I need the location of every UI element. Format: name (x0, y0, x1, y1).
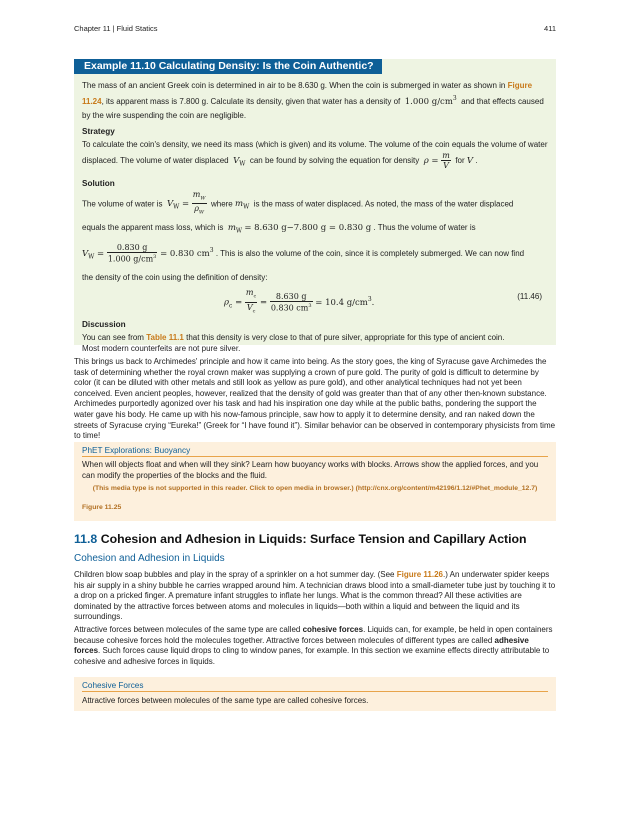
section-paragraph-1: Children blow soap bubbles and play in the spray of a sprinkler on a hot summer day. (See Figure 11.26.) An underwater spider keeps his air supply in a shiny bubble he carries wrapped around him. A technician draws blood into a small-diameter tube just by touching it to a drop on a pricked finger. A premature infant struggles to inflate her lungs. What is the common thread? All these activities are dominated by the attractive forces between atoms and molecules in liquids—both within a liquid and between the liquid and its surroundings. (74, 570, 556, 622)
phet-box (74, 442, 556, 521)
section-paragraph-2: Attractive forces between molecules of the same type are called cohesive forces. Liquids can, for example, be held in open containers because cohesive forces hold the molecules together. Attractive forces between molecules of different types are called adhesive forces. Such forces cause liquid drops to cling to window panes, for example. In this section we examine effects directly attributable to cohesive and adhesive forces in liquids. (74, 625, 553, 666)
archimedes-paragraph: This brings us back to Archimedes' principle and how it came into being. As the story goes, the king of Syracuse gave Archimedes the task of determining whether the royal crown maker was supplying a crown of pure gold. The purity of gold is difficult to determine by color (it can be diluted with other metals and still look as yellow as pure gold), and other analytical techniques had not yet been conceived. Even ancient peoples, however, realized that the density of gold was greater than that of any other then-known substance. Archimedes purportedly agonized over his task and had his inspiration one day while at the public baths, pondering the support the water gave his body. He came up with his now-famous principle, saw how to apply it to determine density, and ran naked down the streets of Syracuse crying “Eureka!” (Greek for “I have found it”). Similar behavior can be observed in contemporary physicists from time to time! (74, 357, 556, 441)
problem-text: and that (461, 96, 491, 106)
chapter-label: Chapter 11 | Fluid Statics (74, 24, 158, 33)
problem-text: The mass of an ancient Greek coin is determined in air to be 8.630 g. When the coin is submerged in water as shown in (82, 81, 506, 90)
definition-text: Attractive forces between molecules of the same type are called cohesive forces. (82, 696, 369, 705)
section-number: 11.8 (74, 532, 98, 546)
term-adhesive: adhesive forces (74, 635, 529, 656)
phet-title: PhET Explorations: Buoyancy (82, 446, 548, 457)
problem-text: , its apparent mass is 7.800 g. Calculate its density, given that water has a density of (101, 96, 401, 106)
page-number: 411 (544, 24, 556, 33)
discussion-heading: Discussion (82, 320, 126, 329)
figure-link[interactable]: Figure 11.26 (396, 570, 443, 579)
vw-formula: $V_W$ = $\frac{m_W}{\rho_W}$ (166, 189, 206, 216)
strategy-heading: Strategy (82, 126, 115, 136)
discussion-text: You can see from Table 11.1 that this density is very close to that of pure silver, appropriate for this type of ancient coin. Most modern counterfeits are not pure silver. (82, 333, 505, 353)
figure-link[interactable]: Figure 11.24 (82, 81, 533, 106)
equation-number: (11.46) (517, 292, 542, 301)
example-title: Example 11.10 Calculating Density: Is the Coin Authentic? (74, 59, 382, 74)
figure-label: Figure 11.25 (82, 504, 122, 511)
media-link[interactable]: (This media type is not supported in this reader. Click to open media in browser.) (http://cnx.org/content/m42196/1.12/#Phet_module_12.7) (92, 485, 538, 492)
density-equation: $\rho_c$ = $\frac{m_c}{V_c}$ = $\frac{8.630 g}{0.830 cm^3}$ = 10.4 $g/cm^3$. (11.46) (224, 288, 542, 315)
section-title (74, 532, 527, 546)
section-title-text: Cohesion and Adhesion in Liquids: Surface Tension and Capillary Action (100, 532, 527, 546)
strategy-text: To calculate the coin's density, we need its mass (which is given) and its volume. The volume of the coin equals the volume of water displaced. The volume of water displaced $V_W$ can be found by solving the equation for density ρ = $\frac{m}{V}$ for V . (82, 139, 548, 170)
subsection-title: Cohesion and Adhesion in Liquids (74, 553, 225, 564)
vw-symbol: $V_W$ (233, 155, 246, 168)
problem-text: effects caused by the wire suspending the coin are negligible. (82, 96, 544, 120)
table-link[interactable]: Table 11.1 (146, 333, 184, 342)
phet-text: When will objects float and when will they sink? Learn how buoyancy works with blocks. Arrows show the applied forces, and you can modify the properties of the blocks and the fluid. (82, 460, 539, 480)
example-content (82, 79, 550, 354)
solution-text: The volume of water is $V_W$ = $\frac{m_W}{\rho_W}$ where $m_W$ is the mass of water displaced. As noted, the mass of the water displaced equals the apparent mass loss, which is $m_W = 8.630$ g−7.800 g = 0.830 g . Thus the volume of water is $V_W$ = $\frac{0.830 g}{1.000 g/cm^3}$ = 0.830 $cm^3$ . This is also the volume of the coin, since it is completely submerged. We can now find the density of the coin using the definition of density: (82, 189, 525, 282)
definition-title: Cohesive Forces (82, 681, 548, 692)
definition-box (74, 677, 556, 711)
mass-loss-equation: = 8.630 g−7.800 g = 0.830 g (244, 222, 372, 233)
page-header (74, 24, 556, 33)
density-formula: ρ = $\frac{m}{V}$ (423, 150, 450, 170)
term-cohesive: cohesive forces (302, 625, 364, 634)
example-box (74, 59, 556, 353)
solution-heading: Solution (82, 178, 115, 188)
vw-calc: $V_W$ = $\frac{0.830 g}{1.000 g/cm^3}$ = 0.830 $cm^3$ (82, 243, 214, 265)
water-density: 1.000 $g/cm^3$ (404, 95, 457, 107)
example-problem (82, 79, 550, 122)
